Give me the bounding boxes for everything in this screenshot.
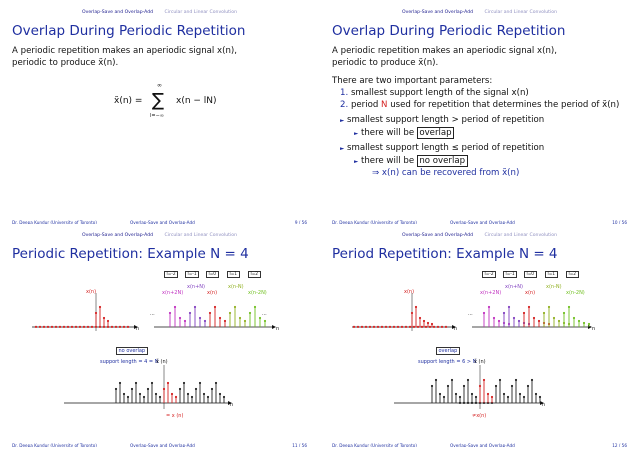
- overlap-box: overlap: [417, 127, 454, 139]
- periodic-stem-marker: [244, 320, 246, 322]
- shift-label: x(n-N): [228, 284, 244, 290]
- footer-page: 9 / 56: [294, 220, 307, 224]
- periodic-stem-marker: [513, 317, 515, 319]
- sub-bullet-text: there will be: [360, 156, 415, 166]
- periodic-stem-marker: [588, 323, 590, 325]
- xtilde-stem-marker: [507, 396, 509, 398]
- sub-bullet-no-overlap: [354, 156, 468, 169]
- xtilde-stem-marker: [475, 396, 477, 398]
- param-text-post: used for repetition that determines the period of x̃(n): [387, 100, 620, 110]
- recovery-conclusion: ⇒ x(n) can be recovered from x̃(n): [372, 168, 520, 178]
- periodic-stem-marker: [558, 320, 560, 322]
- periodic-stem-marker: [169, 312, 171, 314]
- zero-sample-marker: [369, 326, 371, 328]
- periodic-stem-marker: [488, 306, 490, 308]
- periodic-stem-marker: [189, 312, 191, 314]
- periodic-stem-marker: [523, 312, 525, 314]
- stems-periodic: [169, 306, 266, 327]
- status-box: no overlap: [116, 347, 148, 355]
- footer-page: 12 / 56: [612, 443, 627, 447]
- xtilde-stem-marker: [163, 388, 165, 390]
- periodic-stem-marker: [194, 306, 196, 308]
- zero-sample-marker: [43, 326, 45, 328]
- sum-upper-limit: ∞: [157, 82, 162, 89]
- footer-author: Dr. Deepa Kundur (University of Toronto): [332, 220, 417, 224]
- shift-label: x(n): [207, 290, 218, 296]
- footer-author: Dr. Deepa Kundur (University of Toronto): [332, 443, 417, 447]
- footer-topic: Overlap-Save and Overlap-Add: [450, 443, 515, 447]
- ellipsis-right: ...: [262, 311, 267, 317]
- shift-label: x(n+N): [187, 284, 205, 290]
- zero-sample-marker: [405, 326, 407, 328]
- zero-sample-marker: [39, 326, 41, 328]
- signal-label: x(n): [404, 289, 415, 295]
- xtilde-stem-marker: [495, 385, 497, 387]
- l-box: l=-1: [185, 271, 199, 278]
- zero-sample-marker: [119, 326, 121, 328]
- periodic-stem-marker: [578, 320, 580, 322]
- xtilde-stem-marker: [463, 385, 465, 387]
- periodic-stem-marker: [199, 317, 201, 319]
- zero-sample-marker: [425, 326, 427, 328]
- periodic-stem-marker: [483, 312, 485, 314]
- param-text: smallest support length of the signal x(n): [350, 88, 529, 98]
- param-period-N: N: [381, 100, 388, 110]
- header-section-link[interactable]: Overlap-Save and Overlap-Add: [402, 233, 474, 238]
- periodic-stem-marker: [264, 320, 266, 322]
- intro-text: A periodic repetition makes an aperiodic signal x(n), periodic to produce x̃(n).: [12, 46, 238, 68]
- periodic-plot: [472, 306, 592, 329]
- bullet-arrow-icon: ►: [340, 118, 345, 124]
- xtilde-stem-marker: [155, 393, 157, 395]
- param-item-2: [340, 100, 619, 112]
- periodic-stem-marker: [518, 320, 520, 322]
- slide-header: [4, 10, 315, 15]
- zero-sample-marker: [393, 326, 395, 328]
- bullet-arrow-icon: ►: [354, 131, 359, 137]
- bullet-arrow-icon: ►: [340, 146, 345, 152]
- params-intro: There are two important parameters:: [332, 76, 493, 86]
- periodic-stem-marker: [184, 320, 186, 322]
- zero-sample-marker: [357, 326, 359, 328]
- l-box: l=-1: [503, 271, 517, 278]
- periodic-stem-marker: [229, 312, 231, 314]
- xtilde-stem-marker: [459, 396, 461, 398]
- status-box: overlap: [436, 347, 460, 355]
- l-box: l=-2: [164, 271, 178, 278]
- xtilde-stem-marker: [467, 379, 469, 381]
- sub-bullet-text: there will be: [360, 128, 415, 138]
- slide-title: Overlap During Periodic Repetition: [332, 23, 566, 39]
- axis-n-label: n: [276, 326, 280, 332]
- bullet-arrow-icon: ►: [354, 159, 359, 165]
- xtilde-stem-marker: [435, 379, 437, 381]
- zero-sample-marker: [127, 326, 129, 328]
- xtilde-stem-marker: [127, 396, 129, 398]
- zero-sample-marker: [373, 326, 375, 328]
- xtilde-stem-marker: [447, 385, 449, 387]
- zero-sample-marker: [79, 326, 81, 328]
- periodic-stem-marker: [508, 306, 510, 308]
- xtilde-stem-marker: [523, 396, 525, 398]
- xtilde-stem-marker: [219, 393, 221, 395]
- zero-sample-marker: [385, 326, 387, 328]
- sum-lower-limit: l=−∞: [150, 113, 164, 119]
- periodic-plot: [154, 306, 276, 329]
- bullet-overlap: [340, 115, 544, 128]
- periodic-stem-marker: [548, 306, 550, 308]
- xtilde-stem-marker: [131, 388, 133, 390]
- xtilde-stem-marker: [147, 388, 149, 390]
- xtilde-stem-marker: [439, 393, 441, 395]
- xtilde-stem-marker: [123, 393, 125, 395]
- zero-sample-marker: [59, 326, 61, 328]
- slide-9: [4, 4, 315, 224]
- header-section-link[interactable]: Overlap-Save and Overlap-Add: [402, 10, 474, 15]
- footer-page: 10 / 56: [612, 220, 627, 224]
- sample-stem-marker: [427, 322, 429, 324]
- param-number: 2.: [340, 100, 349, 110]
- l-box: l=-2: [482, 271, 496, 278]
- param-number: 1.: [340, 88, 349, 98]
- xtilde-stem-marker: [503, 393, 505, 395]
- xtilde-stem-marker: [431, 385, 433, 387]
- xtilde-label: x̃ (n): [156, 359, 168, 365]
- shift-label: x(n-N): [546, 284, 562, 290]
- xtilde-stem-marker: [491, 396, 493, 398]
- xtilde-stem-marker: [119, 382, 121, 384]
- sample-stem-marker: [103, 317, 105, 319]
- xtilde-stem-marker: [471, 393, 473, 395]
- periodic-stem-marker: [553, 317, 555, 319]
- bullet-text: smallest support length > period of repetition: [346, 115, 545, 125]
- xtilde-stem-marker: [519, 393, 521, 395]
- periodic-stem-marker: [568, 306, 570, 308]
- periodic-stem-marker: [543, 312, 545, 314]
- slide-11: [4, 227, 315, 447]
- periodic-stem-marker: [209, 312, 211, 314]
- bullet-no-overlap: [340, 143, 544, 156]
- xtilde-stem-marker: [187, 393, 189, 395]
- slide-10: [324, 4, 635, 224]
- periodic-stem-marker: [493, 317, 495, 319]
- footer-author: Dr. Deepa Kundur (University of Toronto): [12, 443, 97, 447]
- xtilde-stem-marker: [115, 388, 117, 390]
- xtilde-stem-marker: [455, 393, 457, 395]
- xtilde-stem-marker: [527, 385, 529, 387]
- slide-title: Period Repetition: Example N = 4: [332, 246, 558, 262]
- periodic-stem-marker: [528, 306, 530, 308]
- xtilde-stem-marker: [191, 396, 193, 398]
- zero-sample-marker: [381, 326, 383, 328]
- periodic-stem-marker: [573, 317, 575, 319]
- sample-stem-marker: [411, 312, 413, 314]
- xtilde-stem-marker: [183, 382, 185, 384]
- xtilde-label: x̃ (n): [474, 359, 486, 365]
- shift-label: x(n-2N): [248, 290, 267, 296]
- periodic-stem-marker: [214, 306, 216, 308]
- ellipsis-left: ...: [468, 311, 473, 317]
- zero-sample-marker: [83, 326, 85, 328]
- sample-stem-marker: [415, 306, 417, 308]
- periodic-stem-marker: [174, 306, 176, 308]
- zero-sample-marker: [71, 326, 73, 328]
- xtilde-stem-marker: [203, 393, 205, 395]
- xtilde-stem-marker: [451, 379, 453, 381]
- zero-sample-marker: [63, 326, 65, 328]
- periodic-stem-marker: [224, 320, 226, 322]
- xtilde-stem-marker: [179, 388, 181, 390]
- axis-n-label: n: [230, 402, 234, 408]
- zero-sample-marker: [413, 326, 415, 328]
- l-box: l=2: [566, 271, 579, 278]
- xtilde-stem-marker: [175, 396, 177, 398]
- periodic-stem-marker: [538, 320, 540, 322]
- no-overlap-box: no overlap: [417, 155, 468, 167]
- xtilde-stem-marker: [167, 382, 169, 384]
- xtilde-stem-marker: [535, 393, 537, 395]
- periodic-stem-marker: [239, 317, 241, 319]
- ellipsis-left: ...: [150, 311, 155, 317]
- shift-label: x(n+2N): [480, 290, 502, 296]
- xtilde-stem-marker: [171, 393, 173, 395]
- periodic-stem-marker: [234, 306, 236, 308]
- xtilde-stem-marker: [139, 393, 141, 395]
- zero-sample-marker: [437, 326, 439, 328]
- shift-label: x(n+N): [505, 284, 523, 290]
- xtilde-stem-marker: [479, 385, 481, 387]
- header-subsection-link[interactable]: Circular and Linear Convolution: [164, 10, 237, 15]
- header-section-link[interactable]: Overlap-Save and Overlap-Add: [82, 233, 154, 238]
- sample-stem-marker: [419, 317, 421, 319]
- zero-sample-marker: [115, 326, 117, 328]
- xtilde-stem-marker: [211, 388, 213, 390]
- l-box: l=0: [206, 271, 219, 278]
- stems-xtilde: [115, 382, 225, 403]
- sample-stem-marker: [95, 312, 97, 314]
- bullet-text: smallest support length ≤ period of repetition: [346, 143, 545, 153]
- zero-sample-marker: [409, 326, 411, 328]
- equation: [114, 82, 234, 122]
- xtilde-stem-marker: [215, 382, 217, 384]
- sample-stem-marker: [107, 320, 109, 322]
- xtilde-stem-marker: [223, 396, 225, 398]
- l-box: l=2: [248, 271, 261, 278]
- signal-label: x(n): [86, 289, 97, 295]
- inequality-label: ≠x(n): [472, 413, 487, 419]
- footer-page: 11 / 56: [292, 443, 307, 447]
- xtilde-stem-marker: [135, 382, 137, 384]
- sample-stem-marker: [99, 306, 101, 308]
- support-length-text: support length = 4 = N: [100, 359, 159, 365]
- shift-label: x(n+2N): [162, 290, 184, 296]
- periodic-stem-marker: [179, 317, 181, 319]
- xtilde-stem-marker: [143, 396, 145, 398]
- l-box: l=1: [227, 271, 240, 278]
- periodic-stem-marker: [259, 317, 261, 319]
- xtilde-stem-marker: [511, 385, 513, 387]
- sub-bullet-overlap: [354, 128, 454, 141]
- periodic-stem-marker: [563, 312, 565, 314]
- l-box: l=1: [545, 271, 558, 278]
- equality-label: = x (n): [166, 413, 184, 419]
- periodic-stem-marker: [498, 320, 500, 322]
- xtilde-plot: [394, 365, 544, 409]
- sample-stem-marker: [431, 323, 433, 325]
- slide-title: Periodic Repetition: Example N = 4: [12, 246, 249, 262]
- zero-sample-marker: [445, 326, 447, 328]
- zero-sample-marker: [417, 326, 419, 328]
- axis-n-label: n: [454, 326, 458, 332]
- axis-n-label: n: [542, 402, 546, 408]
- x-n-plot: [352, 293, 456, 331]
- equation-term: x(n − lN): [176, 96, 217, 106]
- slide-title: Overlap During Periodic Repetition: [12, 23, 246, 39]
- equation-lhs: x̃(n) =: [114, 96, 143, 106]
- header-subsection-link[interactable]: Circular and Linear Convolution: [164, 233, 237, 238]
- shift-label: x(n): [525, 290, 536, 296]
- footer-author: Dr. Deepa Kundur (University of Toronto): [12, 220, 97, 224]
- periodic-stem-marker: [254, 306, 256, 308]
- xtilde-stem-marker: [531, 379, 533, 381]
- xtilde-stem-marker: [483, 379, 485, 381]
- stems-x: [353, 306, 447, 328]
- periodic-stem-marker: [204, 320, 206, 322]
- xtilde-stem-marker: [499, 379, 501, 381]
- zero-sample-marker: [377, 326, 379, 328]
- x-n-plot: [32, 293, 138, 331]
- zero-sample-marker: [111, 326, 113, 328]
- periodic-stem-marker: [249, 312, 251, 314]
- zero-sample-marker: [35, 326, 37, 328]
- shift-label: x(n-2N): [566, 290, 585, 296]
- xtilde-stem-marker: [207, 396, 209, 398]
- xtilde-stem-marker: [159, 396, 161, 398]
- zero-sample-marker: [123, 326, 125, 328]
- stems-xtilde: [431, 379, 541, 404]
- zero-sample-marker: [421, 326, 423, 328]
- footer-topic: Overlap-Save and Overlap-Add: [450, 220, 515, 224]
- periodic-stem-marker: [503, 312, 505, 314]
- slide-12: [324, 227, 635, 447]
- intro-text: A periodic repetition makes an aperiodic signal x(n), periodic to produce x̃(n).: [332, 46, 558, 68]
- xtilde-stem-marker: [443, 396, 445, 398]
- zero-sample-marker: [397, 326, 399, 328]
- zero-sample-marker: [365, 326, 367, 328]
- xtilde-stem-marker: [151, 382, 153, 384]
- zero-sample-marker: [87, 326, 89, 328]
- axis-n-label: n: [592, 326, 596, 332]
- zero-sample-marker: [47, 326, 49, 328]
- zero-sample-marker: [75, 326, 77, 328]
- l-box: l=0: [524, 271, 537, 278]
- zero-sample-marker: [55, 326, 57, 328]
- support-length-text: support length = 6 > N: [418, 359, 477, 365]
- param-text-pre: period: [350, 100, 382, 110]
- sum-symbol: ∑: [152, 90, 165, 111]
- param-item-1: [340, 88, 529, 100]
- zero-sample-marker: [429, 326, 431, 328]
- zero-sample-marker: [67, 326, 69, 328]
- periodic-stem-marker: [533, 317, 535, 319]
- xtilde-stem-marker: [195, 388, 197, 390]
- xtilde-stem-marker: [515, 379, 517, 381]
- header-subsection-link[interactable]: Circular and Linear Convolution: [484, 233, 557, 238]
- axis-n-label: n: [136, 326, 140, 332]
- xtilde-stem-marker: [539, 396, 541, 398]
- header-section-link[interactable]: Overlap-Save and Overlap-Add: [82, 10, 154, 15]
- signal-plots: [4, 227, 315, 447]
- xtilde-plot: [64, 365, 232, 409]
- zero-sample-marker: [361, 326, 363, 328]
- zero-sample-marker: [353, 326, 355, 328]
- zero-sample-marker: [389, 326, 391, 328]
- stems-periodic: [483, 306, 590, 327]
- sample-stem-marker: [423, 320, 425, 322]
- zero-sample-marker: [433, 326, 435, 328]
- header-subsection-link[interactable]: Circular and Linear Convolution: [484, 10, 557, 15]
- footer-topic: Overlap-Save and Overlap-Add: [130, 443, 195, 447]
- xtilde-stem-marker: [199, 382, 201, 384]
- periodic-stem-marker: [583, 322, 585, 324]
- slide-header: [324, 10, 635, 15]
- periodic-stem-marker: [219, 317, 221, 319]
- zero-sample-marker: [401, 326, 403, 328]
- stems-x: [35, 306, 129, 328]
- zero-sample-marker: [91, 326, 93, 328]
- footer-topic: Overlap-Save and Overlap-Add: [130, 220, 195, 224]
- zero-sample-marker: [441, 326, 443, 328]
- zero-sample-marker: [51, 326, 53, 328]
- xtilde-stem-marker: [487, 393, 489, 395]
